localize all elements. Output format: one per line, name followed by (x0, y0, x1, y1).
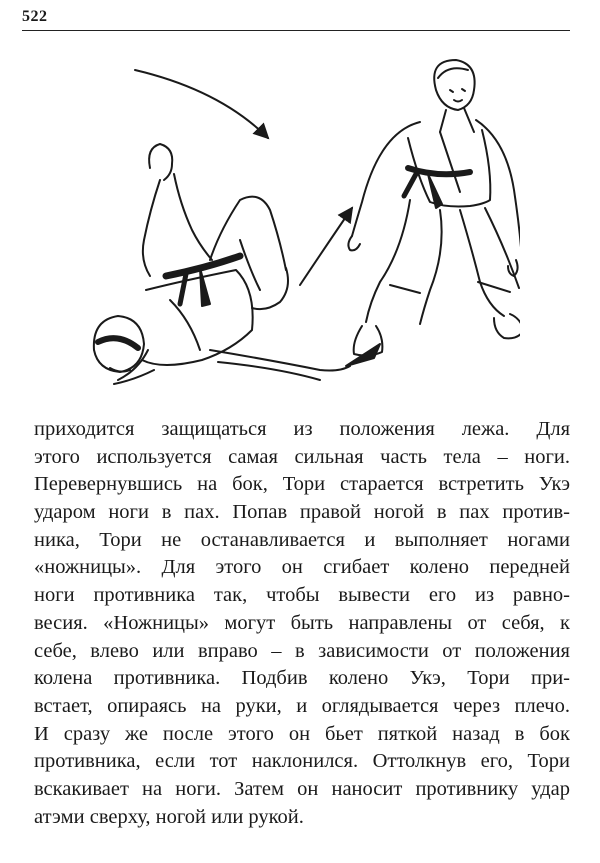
text-line: «ножницы». Для этого он сгибает колено передней (34, 556, 570, 579)
text-line: вскакивает на ноги. Затем он наносит противнику удар (34, 777, 570, 800)
text-line: колена противника. Подбив колено Укэ, Тори при- (34, 667, 570, 690)
text-line: встает, опираясь на руки, и оглядывается через плечо. (34, 694, 570, 717)
text-line: ударом ноги в пах. Попав правой ногой в пах против- (34, 501, 570, 524)
text-line: весия. «Ножницы» могут быть направлены от себя, к (34, 611, 570, 634)
page-number: 522 (22, 8, 48, 25)
text-line: ноги противника так, чтобы вывести его из равно- (34, 584, 570, 607)
motion-arrow-middle (300, 208, 352, 285)
standing-figure (348, 60, 520, 356)
text-line: Перевернувшись на бок, Тори старается встретить Укэ (34, 473, 570, 496)
text-line: себе, влево или вправо – в зависимости от положения (34, 639, 570, 662)
text-line: ника, Тори не останавливается и выполняет ногами (34, 528, 570, 551)
text-line: И сразу же после этого он бьет пяткой назад в бок (34, 722, 570, 745)
judo-defense-illustration (90, 50, 520, 410)
text-line: противника, если тот наклонился. Оттолкнув его, Тори (34, 750, 570, 773)
text-line: этого используется самая сильная часть тела – ноги. (34, 445, 570, 468)
body-text (34, 416, 570, 831)
text-line: приходится защищаться из положения лежа. Для (34, 418, 570, 440)
lying-figure (94, 144, 380, 384)
motion-arrow-top (135, 70, 268, 138)
text-line: атэми сверху, ногой или рукой. (34, 805, 304, 828)
header-rule (22, 30, 570, 31)
